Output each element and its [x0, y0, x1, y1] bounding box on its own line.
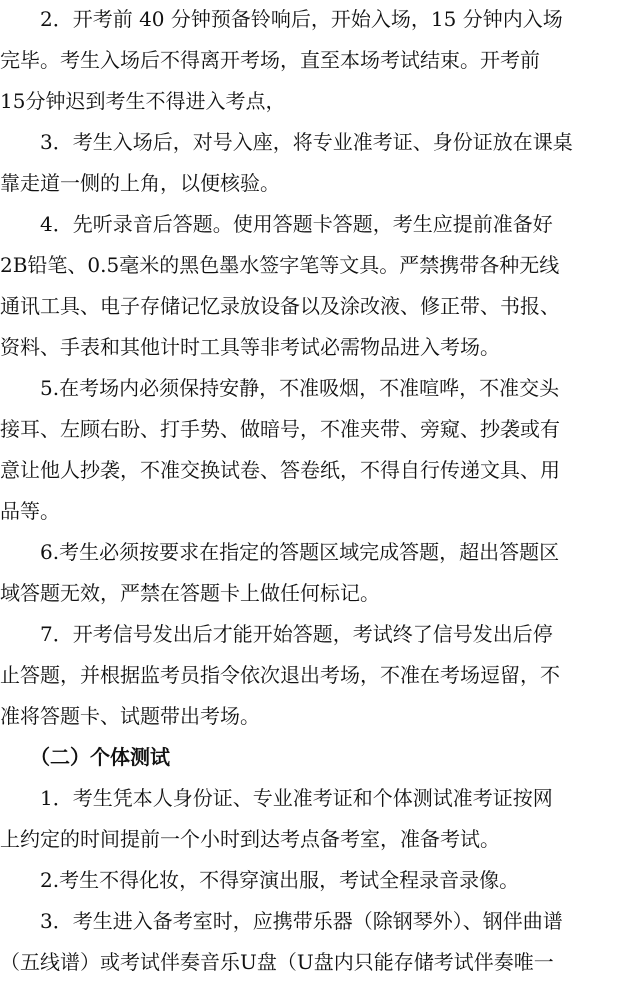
text-line-item5-c: 意让他人抄袭，不准交换试卷、答卷纸，不得自行传递文具、用: [0, 458, 560, 482]
text-line-item5-d: 品等。: [0, 499, 60, 523]
section-heading: （二）个体测试: [0, 745, 170, 769]
text-line-item6-a: 6.考生必须按要求在指定的答题区域完成答题，超出答题区: [0, 540, 560, 564]
text-line-sub1-a: 1．考生凭本人身份证、专业准考证和个体测试准考证按网: [0, 786, 553, 810]
text-line-item3-b: 靠走道一侧的上角，以便核验。: [0, 171, 280, 195]
text-line-item5-b: 接耳、左顾右盼、打手势、做暗号，不准夹带、旁窥、抄袭或有: [0, 417, 560, 441]
text-line-item4-c: 通讯工具、电子存储记忆录放设备以及涂改液、修正带、书报、: [0, 294, 560, 318]
text-line-sub3-a: 3．考生进入备考室时，应携带乐器（除钢琴外）、钢伴曲谱: [0, 909, 563, 933]
text-line-item2-a: 2．开考前 40 分钟预备铃响后，开始入场，15 分钟内入场: [0, 7, 563, 31]
text-line-item6-b: 域答题无效，严禁在答题卡上做任何标记。: [0, 581, 380, 605]
text-line-item4-d: 资料、手表和其他计时工具等非考试必需物品进入考场。: [0, 335, 500, 359]
text-line-sub3-b: （五线谱）或考试伴奏音乐U盘（U盘内只能存储考试伴奏唯一: [0, 950, 554, 974]
text-line-item2-b: 完毕。考生入场后不得离开考场，直至本场考试结束。开考前: [0, 48, 540, 72]
text-line-item3-a: 3．考生入场后，对号入座，将专业准考证、身份证放在课桌: [0, 130, 573, 154]
text-line-item4-a: 4．先听录音后答题。使用答题卡答题，考生应提前准备好: [0, 212, 553, 236]
text-line-sub1-b: 上约定的时间提前一个小时到达考点备考室，准备考试。: [0, 827, 500, 851]
text-line-sub2: 2.考生不得化妆，不得穿演出服，考试全程录音录像。: [0, 868, 520, 892]
text-line-item7-b: 止答题，并根据监考员指令依次退出考场，不准在考场逗留，不: [0, 663, 560, 687]
text-line-item2-c: 15分钟迟到考生不得进入考点，: [0, 89, 286, 113]
text-line-item5-a: 5.在考场内必须保持安静，不准吸烟，不准喧哗，不准交头: [0, 376, 560, 400]
text-line-item7-c: 准将答题卡、试题带出考场。: [0, 704, 260, 728]
text-line-item4-b: 2B铅笔、0.5毫米的黑色墨水签字笔等文具。严禁携带各种无线: [0, 253, 560, 277]
text-line-item7-a: 7．开考信号发出后才能开始答题，考试终了信号发出后停: [0, 622, 553, 646]
